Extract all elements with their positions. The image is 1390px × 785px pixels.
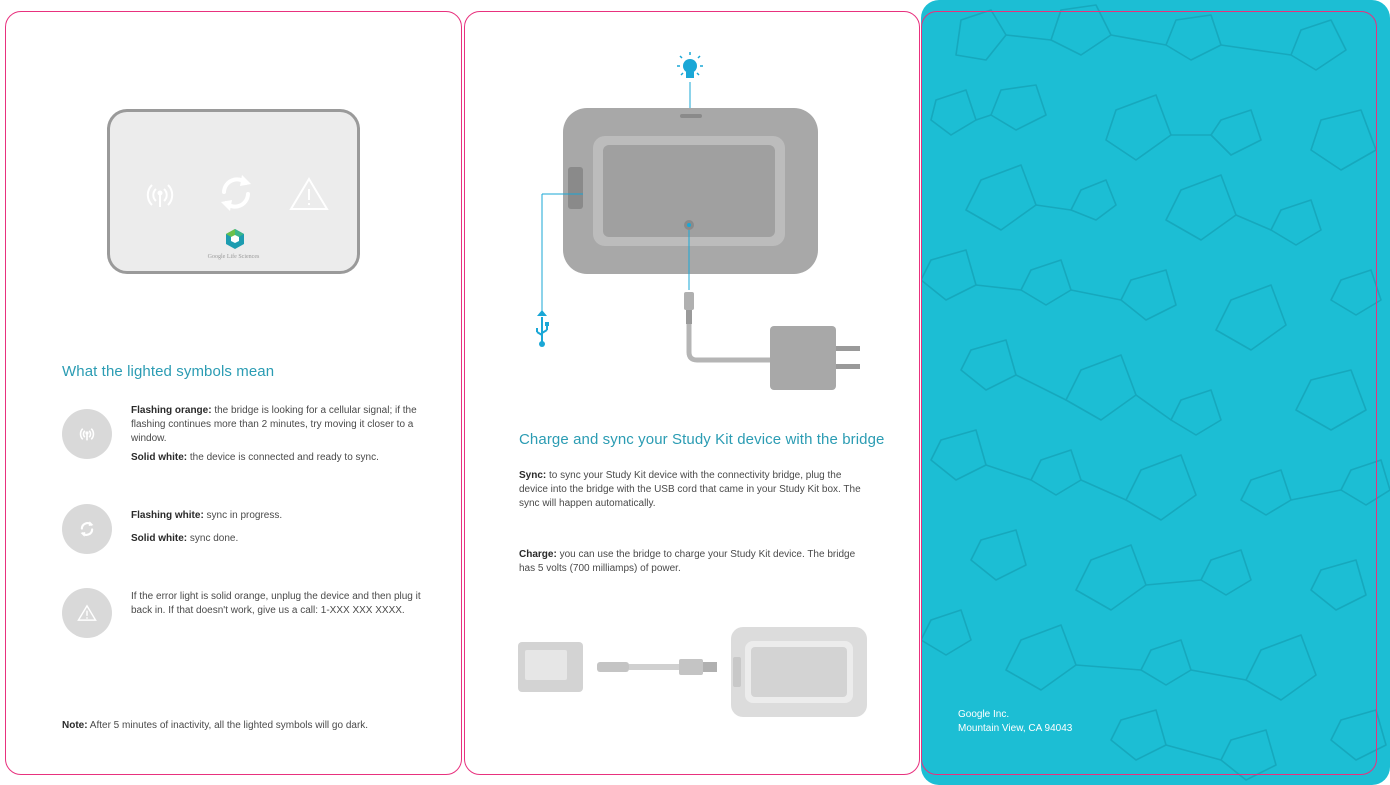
device-connection-illustration bbox=[513, 617, 873, 727]
middle-panel bbox=[464, 11, 920, 775]
bridge-device-illustration bbox=[107, 109, 360, 274]
panel-border bbox=[921, 11, 1377, 775]
charge-sync-title: Charge and sync your Study Kit device with the bridge bbox=[519, 431, 885, 448]
sync-instructions: Sync: to sync your Study Kit device with the connectivity bridge, plug the device into the bridge with the USB cord that came in your Study Kit box. The sync will happen automatically. bbox=[519, 470, 861, 509]
lighted-symbols-title: What the lighted symbols mean bbox=[62, 363, 275, 380]
company-address bbox=[958, 708, 1072, 736]
solid-white-connected-text: Solid white: the device is connected and ready to sync. bbox=[131, 452, 379, 463]
sync-icon bbox=[215, 170, 257, 216]
signal-icon-badge bbox=[62, 409, 112, 459]
sync-icon bbox=[78, 519, 96, 539]
company-name: Google Inc. bbox=[958, 709, 1010, 720]
right-panel-back-cover bbox=[921, 0, 1390, 785]
sync-icon-badge bbox=[62, 504, 112, 554]
bridge-charging-diagram bbox=[465, 12, 921, 392]
signal-explanation bbox=[131, 404, 421, 465]
flashing-orange-text: Flashing orange: the bridge is looking for a cellular signal; if the flashing continues more than 2 minutes, try moving it closer to a window. bbox=[131, 405, 417, 444]
error-explanation bbox=[131, 590, 421, 618]
error-text: If the error light is solid orange, unplug the device and then plug it back in. If that doesn't work, give us a call: 1-XXX XXX XXXX. bbox=[131, 591, 421, 616]
left-panel bbox=[5, 11, 462, 775]
signal-icon bbox=[140, 178, 180, 212]
light-bulb-icon bbox=[677, 52, 703, 112]
solid-white-done-text: Solid white: sync done. bbox=[131, 533, 239, 544]
charge-instructions: Charge: you can use the bridge to charge your Study Kit device. The bridge has 5 volts (700 milliamps) of power. bbox=[519, 549, 856, 574]
warning-icon-badge bbox=[62, 588, 112, 638]
warning-icon bbox=[288, 176, 330, 212]
flashing-white-text: Flashing white: sync in progress. bbox=[131, 510, 283, 521]
warning-icon bbox=[77, 604, 97, 622]
google-life-sciences-logo bbox=[224, 228, 246, 250]
company-city: Mountain View, CA 94043 bbox=[958, 723, 1073, 734]
inactivity-note: Note: After 5 minutes of inactivity, all the lighted symbols will go dark. bbox=[62, 720, 369, 731]
signal-icon bbox=[76, 425, 98, 443]
sync-explanation bbox=[131, 509, 421, 546]
device-brand-label: Google Life Sciences bbox=[207, 254, 260, 260]
